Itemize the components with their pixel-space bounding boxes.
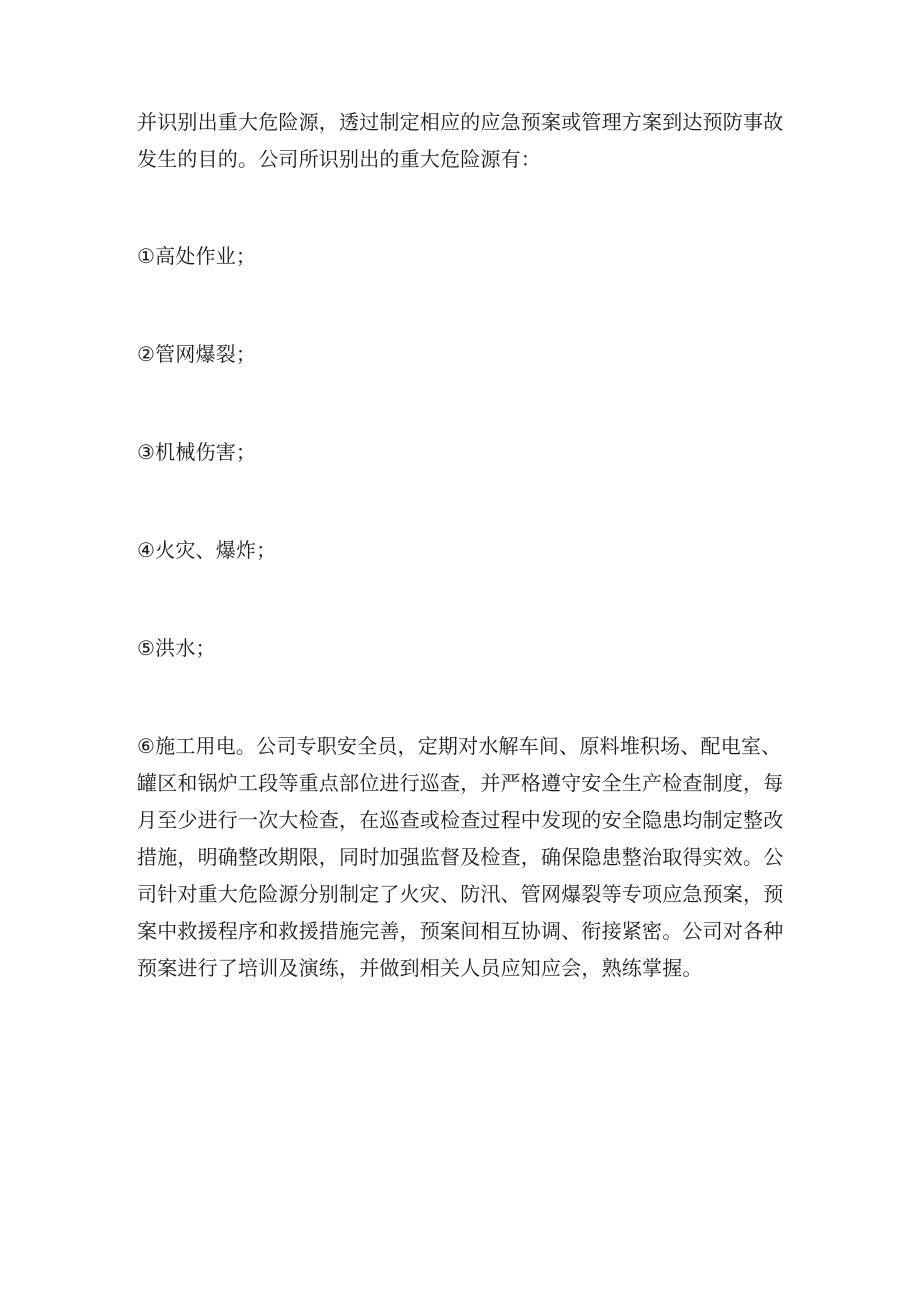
hazard-item-2: ②管网爆裂； — [137, 342, 257, 366]
document-body — [137, 104, 789, 987]
hazard-item-3: ③机械伤害； — [137, 440, 257, 464]
hazard-item-1: ①高处作业； — [137, 244, 257, 268]
closing-paragraph: ⑥施工用电。公司专职安全员，定期对水解车间、原料堆积场、配电室、罐区和锅炉工段等重点部位进行巡查，并严格遵守安全生产检查制度，每月至少进行一次大检查，在巡查或检查过程中发现的安全隐患均制定整改措施，明确整改期限，同时加强监督及检查，确保隐患整治取得实效。公司针对重大危险源分别制定了火灾、防汛、管网爆裂等专项应急预案，预案中救援程序和救援措施完善，预案间相互协调、衔接紧密。公司对各种预案进行了培训及演练，并做到相关人员应知应会，熟练掌握。 — [137, 734, 784, 980]
hazard-item-4: ④火灾、爆炸； — [137, 538, 277, 562]
intro-paragraph: 并识别出重大危险源，透过制定相应的应急预案或管理方案到达预防事故发生的目的。公司所识别出的重大危险源有： — [137, 110, 784, 171]
hazard-item-5: ⑤洪水； — [137, 636, 216, 660]
